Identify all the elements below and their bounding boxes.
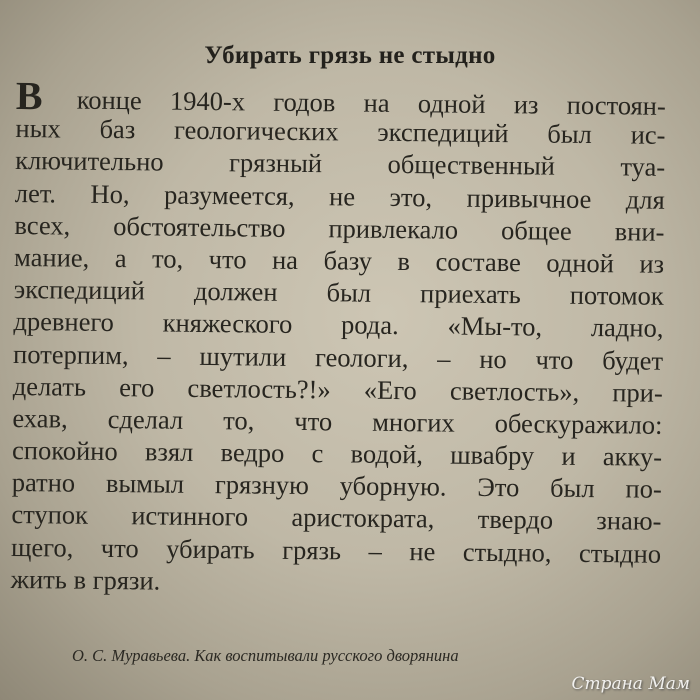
body-line-4: лет. Но, разумеется, не это, привычное для (14, 177, 665, 215)
article-title: Убирать грязь не стыдно (204, 42, 496, 69)
source-citation: О. С. Муравьева. Как воспитывали русского дворянина (72, 646, 459, 665)
body-line-16: жить в грязи. (10, 563, 161, 596)
body-line-1: В конце 1940-х годов на одной из постоян- (15, 73, 666, 121)
article-body (10, 73, 666, 602)
body-line-12: спокойно взял ведро с водой, швабру и акку- (11, 435, 663, 472)
body-line-7: экспедиций должен был приехать потомок (13, 274, 664, 311)
body-line-14: ступок истинного аристократа, твердо знаю- (11, 499, 662, 537)
body-line-9: потерпим, – шутили геологи, – но что будет (12, 338, 664, 376)
body-line-6: мание, а то, что на базу в составе одной из (13, 241, 665, 279)
body-line-10: делать его светлость?!» «Его светлость», при- (12, 370, 663, 408)
body-line-15: щего, что убирать грязь – не стыдно, стыдно (10, 531, 662, 569)
body-line-2: ных баз геологических экспедиций был ис- (15, 113, 666, 150)
body-line-5: всех, обстоятельство привлекало общее вни- (14, 209, 665, 247)
drop-cap: В (15, 73, 43, 119)
body-line-8: древнего княжеского рода. «Мы-то, ладно, (13, 306, 664, 344)
body-line-3: ключительно грязный общественный туа- (15, 145, 666, 183)
body-line-11: ехав, сделал то, что многих обескуражило: (12, 402, 663, 440)
watermark-logo: Страна Мам (571, 674, 690, 694)
body-line-13: ратно вымыл грязную уборную. Это был по- (11, 467, 662, 505)
